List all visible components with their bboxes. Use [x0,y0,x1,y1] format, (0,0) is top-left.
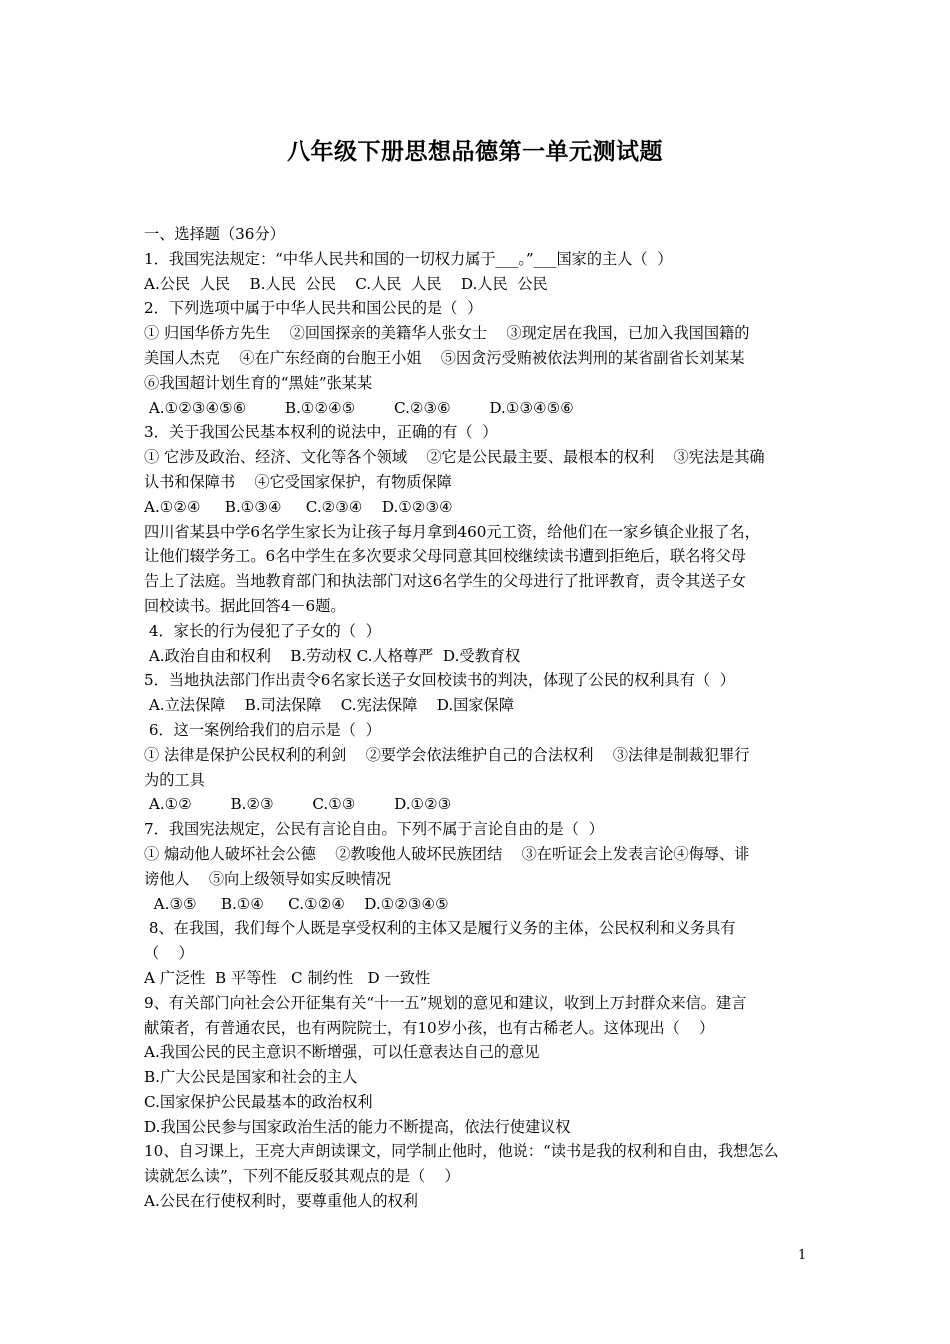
text-line: 认书和保障书 ④它受国家保护，有物质保障 [144,472,452,491]
text-line: A.③⑤ B.①④ C.①②④ D.①②③④⑤ [144,894,449,913]
text-line: 让他们辍学务工。6名中学生在多次要求父母同意其回校继续读书遭到拒绝后，联名将父母 [144,547,746,566]
text-line: 一、选择题（36分） [144,225,285,243]
text-line: 回校读书。据此回答4－6题。 [144,596,346,615]
text-line: 8、在我国，我们每个人既是享受权利的主体又是履行义务的主体，公民权利和义务具有 [144,919,736,938]
text-line: A.政治自由和权利 B.劳动权 C.人格尊严 D.受教育权 [144,646,521,665]
text-line: 四川省某县中学6名学生家长为让孩子每月拿到460元工资，给他们在一家乡镇企业报了名， [144,522,760,541]
text-line: 1．我国宪法规定：“中华人民共和国的一切权力属于___。”___国家的主人（ ） [144,249,673,268]
text-line: 4．家长的行为侵犯了子女的（ ） [144,621,381,640]
text-line: A 广泛性 B 平等性 C 制约性 D 一致性 [144,968,431,987]
text-line: 6．这一案例给我们的启示是（ ） [144,720,381,739]
page-number: 1 [798,1248,807,1263]
document-body [144,222,814,1214]
text-line: ① 煽动他人破坏社会公德 ②教唆他人破坏民族团结 ③在听证会上发表言论④侮辱、诽 [144,844,750,863]
text-line: A.公民 人民 B.人民 公民 C.人民 人民 D.人民 公民 [144,274,548,293]
text-line: 10、自习课上，王亮大声朗读课文，同学制止他时，他说：“读书是我的权利和自由，我想怎么 [144,1142,779,1161]
text-line: A.公民在行使权利时，要尊重他人的权利 [144,1192,418,1211]
text-line: 3．关于我国公民基本权利的说法中，正确的有（ ） [144,423,498,442]
text-line: A.①②④ B.①③④ C.②③④ D.①②③④ [144,497,453,516]
text-line: B.广大公民是国家和社会的主人 [144,1068,358,1087]
text-line: A.立法保障 B.司法保障 C.宪法保障 D.国家保障 [144,696,514,715]
text-line: 2．下列选项中属于中华人民共和国公民的是（ ） [144,299,483,318]
page-title: 八年级下册思想品德第一单元测试题 [287,138,663,165]
text-line: 告上了法庭。当地教育部门和执法部门对这6名学生的父母进行了批评教育，责令其送子女 [144,572,746,591]
text-line: ① 法律是保护公民权利的利剑 ②要学会依法维护自己的合法权利 ③法律是制裁犯罪行 [144,745,750,764]
text-line: 谤他人 ⑤向上级领导如实反映情况 [144,869,392,888]
text-line: ① 归国华侨方先生 ②回国探亲的美籍华人张女士 ③现定居在我国，已加入我国国籍的 [144,324,750,343]
text-line: A.我国公民的民主意识不断增强，可以任意表达自己的意见 [144,1043,540,1062]
text-line: 为的工具 [144,770,205,789]
text-line: C.国家保护公民最基本的政治权利 [144,1092,373,1111]
text-line: A.①②③④⑤⑥ B.①②④⑤ C.②③⑥ D.①③④⑤⑥ [144,398,574,417]
text-line: D.我国公民参与国家政治生活的能力不断提高，依法行使建议权 [144,1117,571,1136]
text-line: 读就怎么读”，下列不能反驳其观点的是（ ） [144,1167,460,1186]
text-line: 献策者，有普通农民，也有两院院士，有10岁小孩，也有古稀老人。这体现出（ ） [144,1018,715,1037]
text-line: 5．当地执法部门作出责令6名家长送子女回校读书的判决，体现了公民的权利具有（ ） [144,671,735,690]
text-line: ⑥我国超计划生育的“黑娃”张某某 [144,373,373,392]
text-line: 9、有关部门向社会公开征集有关“十一五”规划的意见和建议，收到上万封群众来信。建言 [144,993,747,1012]
text-line: 美国人杰克 ④在广东经商的台胞王小姐 ⑤因贪污受贿被依法判刑的某省副省长刘某某 [144,348,745,367]
text-line: （ ） [144,944,194,963]
text-line: ① 它涉及政治、经济、文化等各个领域 ②它是公民最主要、最根本的权利 ③宪法是其确 [144,448,765,467]
text-line: 7．我国宪法规定，公民有言论自由。下列不属于言论自由的是（ ） [144,820,604,839]
text-line: A.①② B.②③ C.①③ D.①②③ [144,795,452,814]
